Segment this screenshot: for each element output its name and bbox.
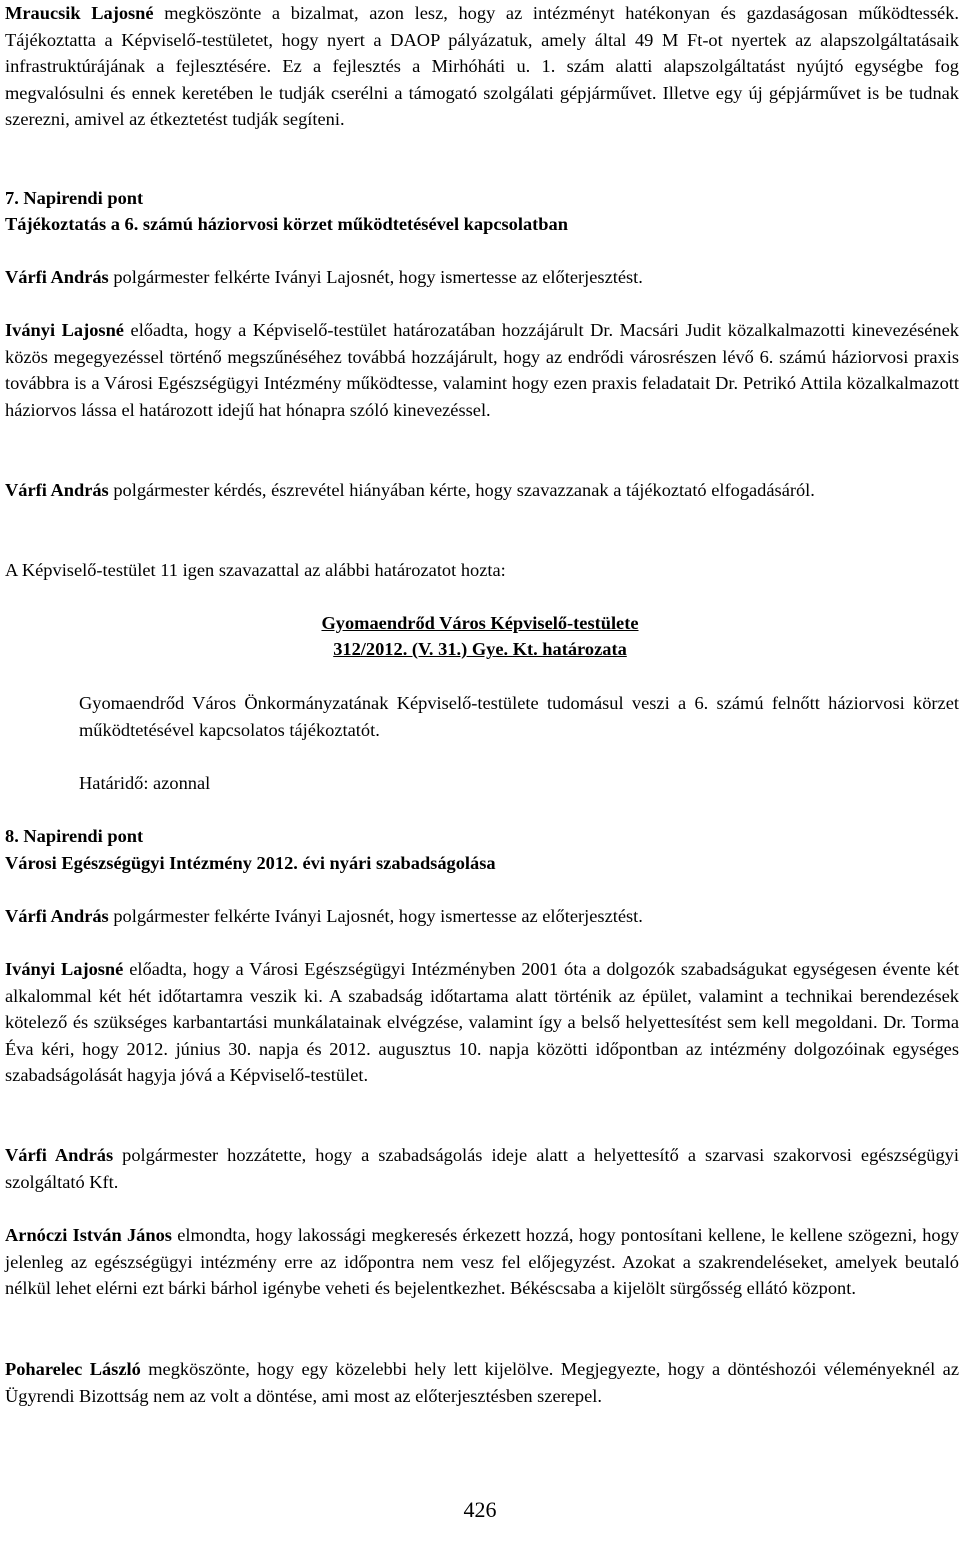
paragraph-arnoczi (5, 1222, 959, 1302)
paragraph-text: elmondta, hogy lakossági megkeresés érkezett hozzá, hogy pontosítani kellene, le kellene szögezni, hogy jelenleg az egészségügyi intézmény erre az időpontra nem vesz fel előjegyzést. Azokat a szakrendeléseket, amelyek beutaló nélkül lehet elérni ezt bárki bárhol igénybe veheti és bejelentkezhet. Békéscsaba a kijelölt sürgősség ellátó központ. (5, 1225, 959, 1299)
paragraph-vote: A Képviselő-testület 11 igen szavazattal az alábbi határozatot hozta: (5, 560, 506, 580)
paragraph-text: polgármester felkérte Iványi Lajosnét, hogy ismertesse az előterjesztést. (108, 906, 643, 926)
agenda-8-title: Városi Egészségügyi Intézmény 2012. évi nyári szabadságolása (5, 853, 496, 873)
paragraph-text: megköszönte a bizalmat, azon lesz, hogy az intézményt hatékonyan és gazdaságosan működtessék. Tájékoztatta a Képviselő-testületet, hogy nyert a DAOP pályázatuk, amely által 49 M Ft-ot nyertek az alapszolgáltatásaik infrastruktúrájának a fejlesztésére. Ez a fejlesztés a Mirhóháti u. 1. szám alatti alapszolgáltatást nyújtó egységbe fog megvalósulni és ennek keretében le tudják cserélni a támogató szolgálati gépjárművet. Illetve egy új gépjárművet is be tudnak szerezni, amivel az étkeztetést tudják segíteni. (5, 3, 959, 130)
paragraph-varfi-1 (5, 264, 959, 291)
speaker-name: Várfi András (5, 906, 109, 926)
agenda-8-number: 8. Napirendi pont (5, 826, 144, 846)
resolution-number: 312/2012. (V. 31.) Gye. Kt. határozata (333, 639, 627, 659)
paragraph-text: polgármester felkérte Iványi Lajosnét, hogy ismertesse az előterjesztést. (108, 267, 643, 287)
paragraph-text: előadta, hogy a Képviselő-testület határozatában hozzájárult Dr. Macsári Judit közalkalmazotti kinevezésének közös megegyezéssel történő megszűnéséhez továbbá hozzájárult, hogy az endrődi városrészen lévő 6. számú háziorvosi praxis továbbra is a Városi Egészségügyi Intézmény működtesse, valamint hogy ezen praxis feladatait Dr. Petrikó Attila közalkalmazott háziorvos lássa el határozott idejű hat hónapra szóló kinevezéssel. (5, 320, 959, 420)
speaker-name: Poharelec László (5, 1359, 141, 1379)
paragraph-mraucsik (5, 0, 959, 133)
agenda-7-title: Tájékoztatás a 6. számú háziorvosi körzet működtetésével kapcsolatban (5, 214, 568, 234)
speaker-name: Várfi András (5, 267, 109, 287)
paragraph-text: polgármester hozzátette, hogy a szabadságolás ideje alatt a helyettesítő a szarvasi szakorvosi egészségügyi szolgáltató Kft. (5, 1145, 959, 1192)
agenda-7-number: 7. Napirendi pont (5, 188, 144, 208)
paragraph-ivanyi-2 (5, 956, 959, 1089)
speaker-name: Mraucsik Lajosné (5, 3, 154, 23)
paragraph-text: előadta, hogy a Városi Egészségügyi Intézményben 2001 óta a dolgozók szabadságukat egységesen évente két alkalommal két hét időtartamra veszik ki. A szabadság időtartama alatt történik az épület, valamint a technikai berendezések kötelező és szükséges karbantartási munkálatainak elvégzése, valamint így a belső helyettesítést sem kell megoldani. Dr. Torma Éva kéri, hogy 2012. június 30. napja és 2012. augusztus 10. napja közötti időpontban az intézmény dolgozóinak egységes szabadságolását hagyja jóvá a Képviselő-testület. (5, 959, 959, 1086)
speaker-name: Iványi Lajosné (5, 320, 124, 340)
deadline: Határidő: azonnal (79, 773, 211, 793)
resolution-text: Gyomaendrőd Város Önkormányzatának Képviselő-testülete tudomásul veszi a 6. számú felnőtt háziorvosi körzet működtetésével kapcsolatos tájékoztatót. (79, 693, 959, 740)
speaker-name: Iványi Lajosné (5, 959, 124, 979)
speaker-name: Várfi András (5, 1145, 114, 1165)
paragraph-ivanyi-1 (5, 317, 959, 423)
paragraph-varfi-4 (5, 1142, 959, 1195)
paragraph-poharelec (5, 1356, 959, 1409)
paragraph-text: megköszönte, hogy egy közelebbi hely lett kijelölve. Megjegyezte, hogy a döntéshozói véleményeknél az Ügyrendi Bizottság nem az volt a döntése, ami most az előterjesztésben szerepel. (5, 1359, 960, 1406)
page-number: 426 (463, 1497, 497, 1522)
speaker-name: Arnóczi István János (5, 1225, 172, 1245)
paragraph-text: polgármester kérdés, észrevétel hiányában kérte, hogy szavazzanak a tájékoztató elfogadásáról. (108, 480, 815, 500)
resolution-body: Gyomaendrőd Város Képviselő-testülete (321, 613, 639, 633)
speaker-name: Várfi András (5, 480, 109, 500)
paragraph-varfi-2 (5, 477, 959, 504)
paragraph-varfi-3 (5, 903, 959, 930)
